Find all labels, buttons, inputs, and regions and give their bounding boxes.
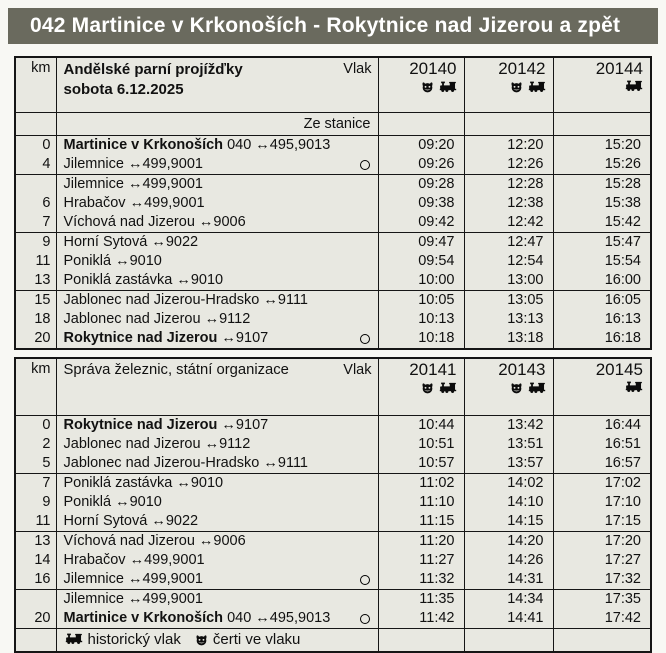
table-row [15, 271, 651, 291]
time-cell: 14:15 [464, 512, 553, 532]
time-cell: 10:18 [378, 329, 464, 349]
time-cell: 12:38 [464, 194, 553, 213]
legend-devil-label: čerti ve vlaku [212, 631, 301, 648]
station-name: Hrabačov [63, 195, 126, 211]
outbound-header [15, 57, 651, 136]
time-cell: 11:27 [378, 551, 464, 570]
time-cell: 14:31 [464, 570, 553, 590]
time-cell: 09:47 [378, 233, 464, 253]
devil-face-icon [421, 80, 434, 93]
time-cell: 10:51 [378, 435, 464, 454]
station-cell [56, 570, 378, 590]
station-cell [56, 590, 378, 610]
page-title: 042 Martinice v Krkonoších - Rokytnice nad Jizerou a zpět [8, 8, 658, 44]
return-header [15, 358, 651, 416]
km-cell: 20 [15, 329, 56, 349]
station-name: Jilemnice [63, 591, 124, 607]
time-cell: 15:26 [553, 155, 651, 175]
station-cell [56, 435, 378, 454]
station-name: Horní Sytová [63, 513, 148, 529]
station-name: Poniklá [63, 494, 112, 510]
time-cell: 16:00 [553, 271, 651, 291]
time-cell: 12:26 [464, 155, 553, 175]
km-cell: 6 [15, 194, 56, 213]
time-cell: 10:05 [378, 291, 464, 311]
station-group [15, 416, 651, 474]
km-cell: 18 [15, 310, 56, 329]
station-line-ref: 040 ↔495,9013 [223, 610, 331, 626]
time-cell: 17:02 [553, 474, 651, 494]
empty-cell [15, 629, 56, 653]
time-cell: 13:42 [464, 416, 553, 436]
table-row [15, 310, 651, 329]
station-line-ref: ↔9022 [147, 513, 199, 529]
train-column-20143 [464, 358, 553, 416]
station-cell [56, 609, 378, 629]
steam-locomotive-icon [528, 81, 546, 93]
steam-locomotive-icon [439, 81, 457, 93]
return-table [14, 357, 652, 653]
outbound-title-cell [56, 57, 378, 113]
km-cell: 14 [15, 551, 56, 570]
station-cell [56, 291, 378, 311]
station-name: Hrabačov [63, 552, 126, 568]
table-row [15, 532, 651, 552]
station-cell [56, 175, 378, 195]
station-line-ref: ↔9107 [217, 417, 269, 433]
event-title [64, 60, 372, 99]
time-cell: 15:47 [553, 233, 651, 253]
time-cell: 12:28 [464, 175, 553, 195]
legend-row [15, 629, 651, 653]
station-name: Jilemnice [63, 176, 124, 192]
station-cell [56, 551, 378, 570]
station-cell [56, 194, 378, 213]
vlak-label: Vlak [343, 362, 372, 378]
time-cell: 16:51 [553, 435, 651, 454]
station-line-ref: ↔9111 [259, 455, 308, 471]
station-name: Jablonec nad Jizerou [63, 436, 201, 452]
station-line-ref: ↔9006 [194, 533, 246, 549]
steam-locomotive-icon [65, 633, 83, 645]
km-cell: 5 [15, 454, 56, 474]
outbound-table [14, 56, 652, 350]
train-number: 20140 [409, 59, 457, 78]
train-symbols [554, 80, 644, 92]
station-name: Víchová nad Jizerou [63, 533, 195, 549]
km-cell: 13 [15, 532, 56, 552]
train-symbols [379, 80, 457, 93]
station-name: Poniklá zastávka [63, 475, 173, 491]
train-symbols [465, 80, 546, 93]
station-cell [56, 329, 378, 349]
train-number: 20145 [595, 360, 643, 379]
km-cell: 11 [15, 512, 56, 532]
time-cell: 17:10 [553, 493, 651, 512]
train-number: 20142 [498, 59, 546, 78]
km-cell: 13 [15, 271, 56, 291]
station-line-ref: ↔499,9001 [125, 195, 205, 211]
steam-locomotive-icon [528, 382, 546, 394]
train-column-20141 [378, 358, 464, 416]
stop-circle-symbol [360, 614, 370, 624]
time-cell: 12:47 [464, 233, 553, 253]
station-name: Horní Sytová [63, 234, 148, 250]
table-row [15, 590, 651, 610]
station-line-ref: ↔499,9001 [123, 176, 203, 192]
km-cell: 15 [15, 291, 56, 311]
operator-title: Správa železnic, státní organizace [63, 362, 289, 378]
station-cell [56, 310, 378, 329]
km-cell: 0 [15, 416, 56, 436]
time-cell: 13:13 [464, 310, 553, 329]
empty-cell [378, 629, 464, 653]
empty-cell [378, 113, 464, 136]
km-cell: 0 [15, 136, 56, 156]
time-cell: 16:57 [553, 454, 651, 474]
station-cell [56, 252, 378, 271]
km-cell: 9 [15, 233, 56, 253]
time-cell: 16:44 [553, 416, 651, 436]
station-name: Jilemnice [63, 571, 124, 587]
time-cell: 14:26 [464, 551, 553, 570]
km-cell [15, 590, 56, 610]
table-row [15, 609, 651, 629]
return-title-cell [56, 358, 378, 416]
station-name: Martinice v Krkonoších [63, 610, 224, 626]
time-cell: 11:02 [378, 474, 464, 494]
station-group [15, 474, 651, 532]
table-row [15, 155, 651, 175]
station-cell [56, 155, 378, 175]
station-name: Jablonec nad Jizerou-Hradsko [63, 455, 260, 471]
train-column-20145 [553, 358, 651, 416]
time-cell: 13:18 [464, 329, 553, 349]
station-cell [56, 474, 378, 494]
station-cell [56, 454, 378, 474]
time-cell: 11:35 [378, 590, 464, 610]
time-cell: 09:42 [378, 213, 464, 233]
time-cell: 10:13 [378, 310, 464, 329]
station-name: Poniklá zastávka [63, 272, 173, 288]
time-cell: 15:28 [553, 175, 651, 195]
table-row [15, 291, 651, 311]
table-row [15, 512, 651, 532]
time-cell: 17:15 [553, 512, 651, 532]
station-line-ref: ↔9022 [147, 234, 199, 250]
train-symbols [379, 381, 457, 394]
station-cell [56, 512, 378, 532]
time-cell: 15:38 [553, 194, 651, 213]
station-group [15, 175, 651, 233]
time-cell: 09:28 [378, 175, 464, 195]
station-cell [56, 233, 378, 253]
train-column-20140 [378, 57, 464, 113]
station-line-ref: ↔9006 [194, 214, 246, 230]
table-row [15, 136, 651, 156]
train-symbols [465, 381, 546, 394]
station-group [15, 291, 651, 350]
station-line-ref: ↔499,9001 [123, 591, 203, 607]
time-cell: 17:32 [553, 570, 651, 590]
time-cell: 17:27 [553, 551, 651, 570]
time-cell: 14:20 [464, 532, 553, 552]
station-group [15, 590, 651, 629]
station-line-ref: ↔499,9001 [125, 552, 205, 568]
time-cell: 13:05 [464, 291, 553, 311]
table-row [15, 454, 651, 474]
km-cell: 4 [15, 155, 56, 175]
time-cell: 09:26 [378, 155, 464, 175]
km-column-header: km [15, 358, 56, 416]
station-cell [56, 532, 378, 552]
train-number: 20143 [498, 360, 546, 379]
train-column-20144 [553, 57, 651, 113]
train-symbols [554, 381, 644, 393]
time-cell: 17:20 [553, 532, 651, 552]
time-cell: 12:42 [464, 213, 553, 233]
station-group [15, 136, 651, 175]
devil-face-icon [510, 381, 523, 394]
km-cell: 11 [15, 252, 56, 271]
time-cell: 11:15 [378, 512, 464, 532]
empty-cell [15, 113, 56, 136]
time-cell: 15:42 [553, 213, 651, 233]
station-line-ref: ↔499,9001 [123, 156, 203, 172]
station-line-ref: ↔9010 [172, 272, 224, 288]
time-cell: 09:54 [378, 252, 464, 271]
time-cell: 13:51 [464, 435, 553, 454]
station-cell [56, 136, 378, 156]
table-row [15, 474, 651, 494]
time-cell: 15:54 [553, 252, 651, 271]
empty-cell [464, 113, 553, 136]
time-cell: 16:05 [553, 291, 651, 311]
km-cell: 20 [15, 609, 56, 629]
time-cell: 10:57 [378, 454, 464, 474]
time-cell: 14:41 [464, 609, 553, 629]
station-line-ref: ↔499,9001 [123, 571, 203, 587]
train-number: 20144 [595, 59, 643, 78]
time-cell: 15:20 [553, 136, 651, 156]
steam-locomotive-icon [625, 381, 643, 393]
station-cell [56, 213, 378, 233]
station-group [15, 233, 651, 291]
train-number: 20141 [409, 360, 457, 379]
table-row [15, 233, 651, 253]
time-cell: 13:00 [464, 271, 553, 291]
time-cell: 12:20 [464, 136, 553, 156]
km-cell: 2 [15, 435, 56, 454]
time-cell: 14:10 [464, 493, 553, 512]
time-cell: 11:20 [378, 532, 464, 552]
event-title-line2: sobota 6.12.2025 [63, 80, 184, 98]
table-row [15, 252, 651, 271]
empty-cell [464, 629, 553, 653]
time-cell: 11:42 [378, 609, 464, 629]
table-row [15, 329, 651, 349]
station-name: Jablonec nad Jizerou-Hradsko [63, 292, 260, 308]
km-column-header: km [15, 57, 56, 113]
legend-loco-label: historický vlak [87, 631, 181, 648]
station-name: Martinice v Krkonoších [63, 137, 224, 153]
time-cell: 09:20 [378, 136, 464, 156]
station-name: Rokytnice nad Jizerou [63, 330, 218, 346]
station-name: Poniklá [63, 253, 112, 269]
station-line-ref: ↔9107 [217, 330, 269, 346]
stop-circle-symbol [360, 160, 370, 170]
km-cell: 7 [15, 213, 56, 233]
devil-face-icon [195, 633, 208, 646]
time-cell: 10:00 [378, 271, 464, 291]
station-name: Jilemnice [63, 156, 124, 172]
station-cell [56, 271, 378, 291]
station-line-ref: ↔9010 [111, 494, 162, 510]
km-cell: 7 [15, 474, 56, 494]
table-row [15, 493, 651, 512]
station-name: Rokytnice nad Jizerou [63, 417, 218, 433]
time-cell: 11:32 [378, 570, 464, 590]
table-row [15, 416, 651, 436]
stop-circle-symbol [360, 575, 370, 585]
km-cell [15, 175, 56, 195]
time-cell: 11:10 [378, 493, 464, 512]
table-row [15, 435, 651, 454]
station-name: Víchová nad Jizerou [63, 214, 195, 230]
station-name: Jablonec nad Jizerou [63, 311, 201, 327]
table-row [15, 213, 651, 233]
devil-face-icon [510, 80, 523, 93]
event-title-line1: Andělské parní projížďky [63, 61, 243, 78]
station-line-ref: ↔9010 [111, 253, 162, 269]
time-cell: 09:38 [378, 194, 464, 213]
time-cell: 16:13 [553, 310, 651, 329]
steam-locomotive-icon [439, 382, 457, 394]
station-group [15, 532, 651, 590]
station-line-ref: ↔9112 [200, 311, 251, 327]
km-cell: 9 [15, 493, 56, 512]
station-line-ref: ↔9010 [172, 475, 224, 491]
devil-face-icon [421, 381, 434, 394]
time-cell: 12:54 [464, 252, 553, 271]
table-row [15, 551, 651, 570]
time-cell: 14:34 [464, 590, 553, 610]
empty-cell [553, 629, 651, 653]
vlak-label: Vlak [343, 61, 372, 77]
time-cell: 17:35 [553, 590, 651, 610]
time-cell: 16:18 [553, 329, 651, 349]
station-line-ref: 040 ↔495,9013 [223, 137, 331, 153]
time-cell: 13:57 [464, 454, 553, 474]
station-cell [56, 493, 378, 512]
km-cell: 16 [15, 570, 56, 590]
train-column-20142 [464, 57, 553, 113]
time-cell: 17:42 [553, 609, 651, 629]
steam-locomotive-icon [625, 80, 643, 92]
stop-circle-symbol [360, 334, 370, 344]
time-cell: 14:02 [464, 474, 553, 494]
station-line-ref: ↔9112 [200, 436, 251, 452]
table-row [15, 175, 651, 195]
station-cell [56, 416, 378, 436]
legend-cell [56, 629, 378, 653]
empty-cell [553, 113, 651, 136]
station-line-ref: ↔9111 [259, 292, 308, 308]
time-cell: 10:44 [378, 416, 464, 436]
ze-stanice-label: Ze stanice [56, 113, 378, 136]
table-row [15, 194, 651, 213]
table-row [15, 570, 651, 590]
